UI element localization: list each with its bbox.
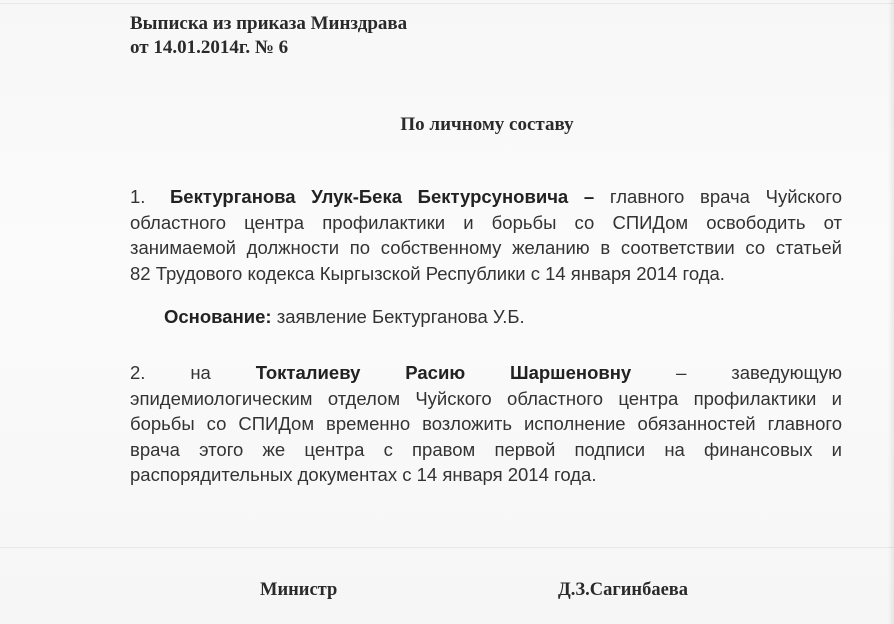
paper-edge (0, 3, 894, 4)
document-title: По личному составу (400, 114, 574, 135)
item-1-person-name: Бектурганова Улук-Бека Бектурсуновича – (170, 186, 595, 207)
header-line-2: от 14.01.2014г. № 6 (130, 37, 289, 58)
item-2-number: 2. (130, 362, 146, 383)
item-2-line-1 (130, 360, 842, 386)
signature-name: Д.З.Сагинбаева (558, 580, 689, 600)
item-1-line-1-rest: главного врача Чуйского (609, 186, 842, 207)
paper-fold (0, 547, 894, 548)
order-item-2 (130, 360, 842, 488)
item-2-line-1-rest: заведующую (731, 362, 843, 383)
basis-label: Основание: (164, 306, 272, 327)
order-item-1 (130, 184, 842, 286)
item-2-line-4: врача этого же центра с правом первой подписи на финансовых и (130, 438, 842, 460)
basis-text: заявление Бектурганова У.Б. (276, 306, 525, 327)
item-2-prefix: на (190, 362, 211, 383)
basis-line (164, 306, 525, 328)
signature-position: Министр (260, 580, 338, 600)
item-1-line-1 (130, 184, 842, 210)
item-2-dash: – (676, 362, 687, 383)
item-2-line-5: распорядительных документах с 14 января 2014 года. (130, 464, 597, 485)
item-2-line-3: борьбы со СПИДом временно возложить исполнение обязанностей главного (130, 413, 842, 434)
paper-edge-shadow (888, 0, 894, 624)
item-1-line-3: занимаемой должности по собственному желанию в соответствии со статьей (130, 237, 842, 258)
item-2-person-name: Токталиеву Расию Шаршеновну (255, 362, 632, 383)
header-line-1: Выписка из приказа Минздрава (130, 13, 408, 34)
item-1-line-4: 82 Трудового кодекса Кыргызской Республики с 14 января 2014 года. (130, 262, 725, 284)
item-2-line-2: эпидемиологическим отделом Чуйского областного центра профилактики и (130, 387, 842, 409)
item-1-number: 1. (130, 186, 146, 207)
item-1-line-2: областного центра профилактики и борьбы со СПИДом освободить от (130, 211, 842, 233)
